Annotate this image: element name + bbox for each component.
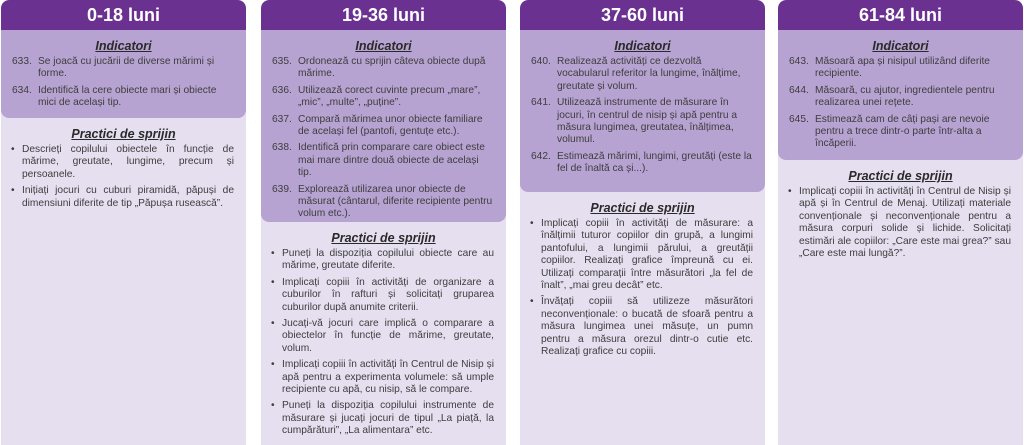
indicators-title: Indicatori: [95, 39, 152, 53]
column-title: 37-60 luni: [520, 0, 765, 30]
indicators-section: [520, 30, 765, 192]
bullet-icon: •: [530, 218, 534, 229]
practice-item: • Implicați copiii în activități de măsurare: a înălțimii tuturor copiilor din grupă, a lungimi pantofului, a lungimii părului, a greutății copiilor. Realizați grafice împreună cu ei. Utilizați comparații între măsurători „la fel de înalt”, „mai greu decât” etc.: [530, 218, 753, 292]
practices-title: Practici de sprijin: [71, 127, 176, 141]
practice-item: • Jucați-vă jocuri care implică o comparare a obiectelor în funcție de mărime, greutate, volum.: [271, 318, 494, 354]
practice-item: • Inițiați jocuri cu cuburi piramidă, păpuși de dimensiuni diferite de tip „Păpușa rusească”.: [11, 185, 234, 209]
age-column-37-60: [520, 0, 765, 445]
practices-section: [1, 118, 246, 210]
practice-item: • Implicați copiii în activități în Centrul de Nisip și apă pentru a experimenta volumele: să umple recipiente cu apă, cu nisip, să le compare.: [271, 359, 494, 396]
practices-section: [261, 222, 506, 438]
indicator-item: 636. Utilizează corect cuvinte precum „mare”, „mic”, „multe”, „puține”.: [272, 84, 481, 109]
age-column-61-84: [778, 0, 1023, 445]
bullet-icon: •: [11, 185, 15, 197]
practice-item: • Implicați copiii în activități în Centrul de Nisip și apă și în Centrul de Menaj. Utilizați materiale convenționale și neconvenționale pentru a măsura corpuri solide și lichide. Solicitați estimări ale copiilor: „Care este mai grea?” sau „Care este mai lungă?”.: [788, 186, 1011, 260]
indicator-item: 634. Identifică la cere obiecte mari și obiecte mici de același tip.: [12, 84, 217, 109]
practices-title: Practici de sprijin: [331, 231, 436, 245]
indicator-item: 638. Identifică prin comparare care obiect este mai mare dintre două obiecte de același tip.: [272, 142, 485, 179]
practice-item: • Învățați copiii să utilizeze măsurători neconvenționale: o bucată de sfoară pentru a măsura lungimea unei măsuțe, un pumn pentru a măsura orezul dintr-o cutie etc. Realizați grafice cu copiii.: [530, 296, 753, 358]
practice-item: • Descrieți copilului obiectele în funcție de mărime, greutate, lungime, precum și persoanele.: [11, 144, 234, 180]
indicator-item: 641. Utilizează instrumente de măsurare în jocuri, în centrul de nisip și apă pentru a măsura lungimea, greutatea, înălțimea, volumul.: [531, 97, 738, 146]
practices-title: Practici de sprijin: [590, 201, 695, 215]
bullet-icon: •: [271, 359, 275, 371]
column-title: 61-84 luni: [778, 0, 1023, 30]
column-title: 0-18 luni: [1, 0, 246, 30]
indicator-item: 637. Compară mărimea unor obiecte familiare de același fel (pantofi, gentuțe etc.).: [272, 113, 483, 138]
practice-item: • Implicați copiii în activități de organizare a cuburilor în rafturi și solicitați gruparea cuburilor după anumite criterii.: [271, 276, 494, 313]
indicators-title: Indicatori: [614, 39, 671, 53]
column-title: 19-36 luni: [261, 0, 506, 30]
bullet-icon: •: [11, 144, 15, 155]
age-column-19-36: [261, 0, 506, 445]
bullet-icon: •: [788, 186, 792, 197]
practice-item: • Puneți la dispoziția copilului obiecte care au mărime, greutate diferite.: [271, 248, 494, 272]
bullet-icon: •: [271, 276, 275, 288]
bullet-icon: •: [271, 400, 275, 412]
indicators-title: Indicatori: [872, 39, 929, 53]
bullet-icon: •: [271, 318, 275, 330]
practices-section: [778, 160, 1023, 260]
bullet-icon: •: [530, 296, 534, 308]
indicator-item: 640. Realizează activități ce dezvoltă vocabularul referitor la lungime, înălțime, greutate și volum.: [531, 56, 741, 92]
indicator-item: 633. Se joacă cu jucării de diverse mărimi și forme.: [12, 56, 215, 80]
practices-section: [520, 192, 765, 358]
indicator-item: 644. Măsoară, cu ajutor, ingredientele pentru realizarea unei rețete.: [789, 84, 995, 109]
practice-item: • Puneți la dispoziția copilului instrumente de măsurare și jucați jocuri de tipul „La piață, la cumpărături”, „La alimentara” etc.: [271, 400, 494, 437]
indicators-section: [778, 30, 1023, 160]
age-column-0-18: [1, 0, 246, 445]
practices-title: Practici de sprijin: [848, 169, 953, 183]
indicator-item: 645. Estimează cam de câți pași are nevoie pentru a trece dintr-o parte într-alta a încăperii.: [789, 113, 990, 150]
indicator-item: 639. Explorează utilizarea unor obiecte de măsurat (cântarul, diferite recipiente pentru volum etc.).: [272, 183, 493, 220]
indicators-section: [261, 30, 506, 222]
indicator-item: 642. Estimează mărimi, lungimi, greutăți (este la fel de înaltă ca și...).: [531, 150, 752, 175]
indicator-item: 643. Măsoară apa și nisipul utilizând diferite recipiente.: [789, 56, 990, 80]
bullet-icon: •: [271, 248, 275, 259]
indicator-item: 635. Ordonează cu sprijin câteva obiecte după mărime.: [272, 56, 486, 80]
indicators-title: Indicatori: [355, 39, 412, 53]
indicators-section: [1, 30, 246, 118]
